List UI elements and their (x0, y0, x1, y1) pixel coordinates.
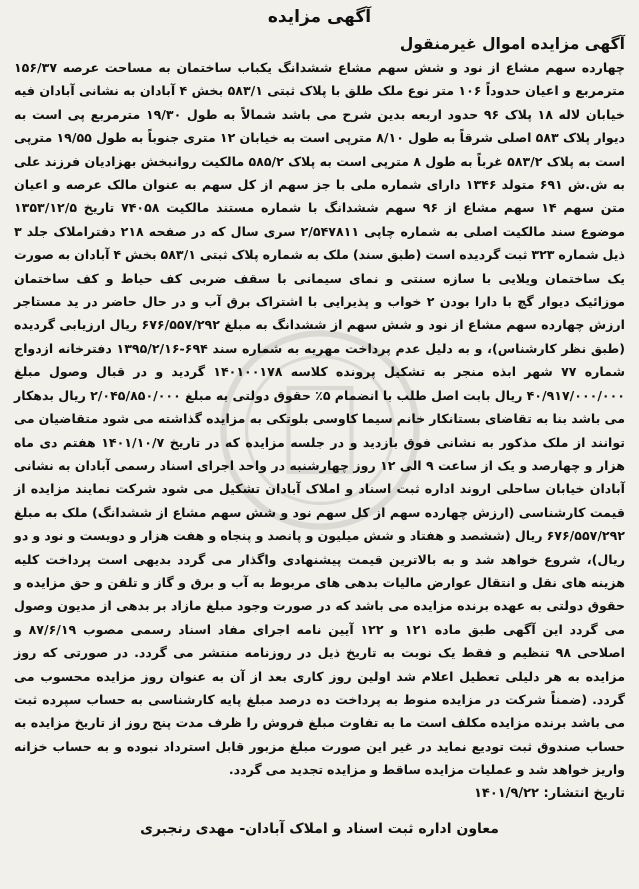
notice-title: آگهی مزایده (267, 7, 372, 27)
notice-body: چهارده سهم مشاع از نود و شش سهم مشاع ششدانگ یکباب ساختمان به مساحت عرصه ۱۵۶/۳۷ مترمربع و اعیان حدوداً ۱۰۶ متر نوع ملک طلق با پلاک ثبتی ۵۸۳/۱ بخش ۴ آبادان به نشانی آبادان فیه خیابان لاله ۱۸ پلاک ۹۶ حدود اربعه بدین شرح می باشد شمالاً به طول ۱۹/۳۰ مترمربع پی است به دیوار پلاک ۵۸۳ اصلی شرقاً به طول ۸/۱۰ مترپی است به خیابان ۱۲ متری جنوباً به طول ۱۹/۵۵ مترپی است به پلاک ۵۸۳/۲ غرباً به طول ۸ مترپی است به پلاک ۵۸۵/۲ مالکیت روانبخش بهزادیان فرزند علی به ش.ش ۶۹۱ متولد ۱۳۴۶ دارای شماره ملی با جز سهم از کل سهم به عنوان مالک عرصه و اعیان متن سهم ۱۴ سهم مشاع از ۹۶ سهم ششدانگ با شماره مستند مالکیت ۷۴۰۵۸ تاریخ ۱۳۵۳/۱۲/۵ موضوع سند مالکیت اصلی به شماره چاپی ۲/۵۴۷۸۱۱ سری سال که در صفحه ۲۱۸ دفتراملاک جلد ۳ ذیل شماره ۳۲۳ ثبت گردیده است (طبق سند) ملک به شماره پلاک ثبتی ۵۸۳/۱ بخش ۴ آبادان به صورت یک ساختمان ویلایی با سازه سنتی و نمای سیمانی با سقف ضربی کف حیاط و کف ساختمان موزائیک دیوار گچ با دارا بودن ۲ خواب و پذیرایی با اشتراک برق آب و در حال حاضر در ید مستاجر ارزش چهارده سهم مشاع از نود و شش سهم از ششدانگ به مبلغ ۶۷۶/۵۵۷/۲۹۲ ریال ارزیابی گردیده (طبق نظر کارشناس)، و به دلیل عدم پرداخت مهریه به شماره سند ۶۹۴-۱۳۹۵/۲/۱۶ دفترخانه ازدواج شماره ۷۷ شهر ابذه منجر به تشکیل پرونده کلاسه ۱۴۰۱۰۰۱۷۸ گردید و در قبال وصول مبلغ ۴۰/۹۱۷/۰۰۰/۰۰۰ ریال بابت اصل طلب با انضمام ۵٪ حقوق دولتی به مبلغ ۲/۰۴۵/۸۵۰/۰۰۰ ریال بدهکار می باشد بنا به تقاضای بستانکار خانم سیما کاوسی بلوتکی به مزایده گذاشته می شود متقاضیان می توانند از ملک مذکور به نشانی فوق بازدید و در جلسه مزایده که در تاریخ ۱۴۰۱/۱۰/۷ هفتم دی ماه هزار و چهارصد و یک از ساعت ۹ الی ۱۲ روز چهارشنبه در واحد اجرای اسناد رسمی آبادان به نشانی آبادان خیابان ساحلی اروند اداره ثبت اسناد و املاک آبادان تشکیل می شود شرکت نمایند مزایده از قیمت کارشناسی (ارزش چهارده سهم از کل سهم نود و شش سهم مشاع از ششدانگ) ملک به مبلغ ۶۷۶/۵۵۷/۲۹۲ ریال (ششصد و هفتاد و شش میلیون و پانصد و پنجاه و هفت هزار و دویست و نود و دو ریال)، شروع خواهد شد و به بالاترین قیمت پیشنهادی واگذار می گردد بدیهی است پرداخت کلیه هزینه های نقل و انتقال عوارض مالیات بدهی های مربوط به آب و برق و گاز و تلفن و حق مزایده و حقوق دولتی به عهده برنده مزایده می باشد که در صورت وجود مبلغ مازاد بر بدهی از مدیون وصول می گردد این آگهی طبق ماده ۱۲۱ و ۱۲۲ آیین نامه اجرای مفاد اسناد رسمی مصوب ۸۷/۶/۱۹ و اصلاحی ۹۸ تنظیم و فقط یک نوبت به تاریخ ذیل در روزنامه منتشر می گردد. در صورتی که روز مزایده به هر دلیلی تعطیل اعلام شد اولین روز کاری بعد از آن به عنوان روز مزایده محسوب می گردد. (ضمناً شرکت در مزایده منوط به پرداخت ده درصد مبلغ پایه کارشناسی به حساب سپرده ثبت می باشد برنده مزایده مکلف است ما به تفاوت مبلغ فروش را ظرف مدت پنج روز از تاریخ مزایده به حساب صندوق ثبت تودیع نماید در غیر این صورت مبلغ مزبور قابل استرداد نبوده و به حساب خزانه واریز خواهد شد و عملیات مزایده ساقط و مزایده تجدید می گردد. (14, 60, 626, 778)
notice-subtitle: آگهی مزایده اموال غیرمنقول (399, 35, 625, 53)
publish-date: تاریخ انتشار: ۱۴۰۱/۹/۲۲ (473, 785, 625, 801)
signature: معاون اداره ثبت اسناد و املاک آبادان- مهدی رنجبری (140, 820, 499, 837)
